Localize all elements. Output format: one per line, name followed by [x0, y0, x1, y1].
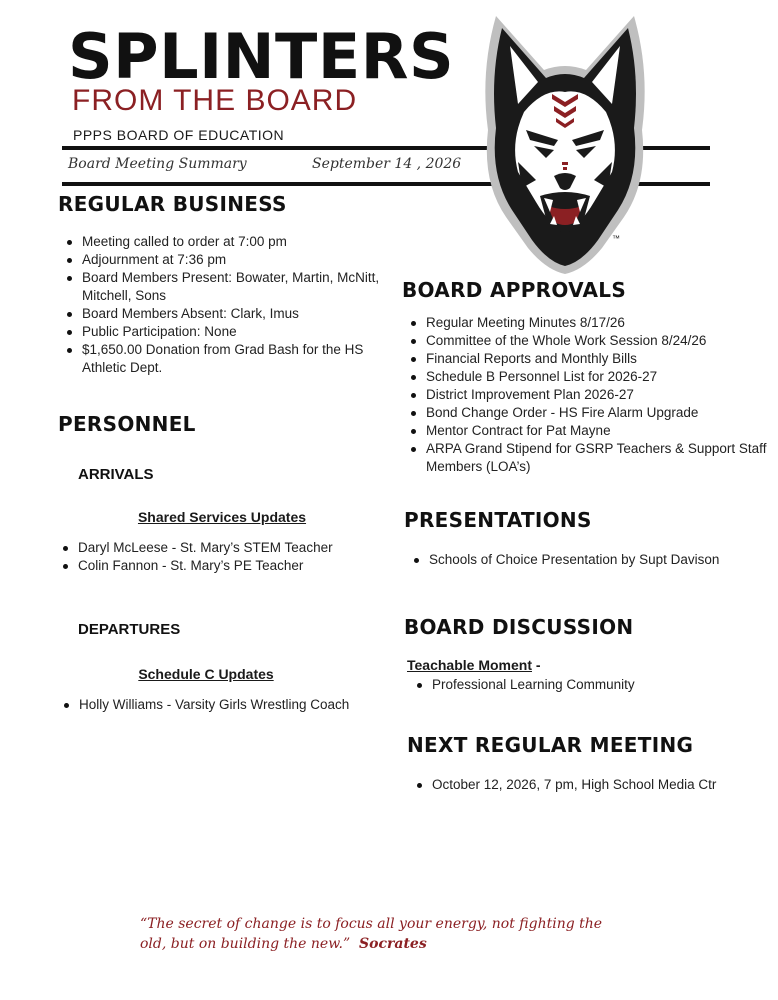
schedule-c-subheading: Schedule C Updates: [138, 666, 274, 682]
teachable-moment-label: [407, 657, 541, 673]
list-item: Financial Reports and Monthly Bills: [426, 350, 778, 368]
list-item: Schedule B Personnel List for 2026-27: [426, 368, 778, 386]
next-meeting-list: [410, 776, 772, 794]
list-item: Professional Learning Community: [432, 676, 772, 694]
departures-list: [57, 696, 419, 714]
regular-business-list: [60, 233, 400, 377]
organization-name: PPPS BOARD OF EDUCATION: [73, 127, 285, 143]
arrivals-list: [56, 539, 408, 575]
newsletter-subtitle: FROM THE BOARD: [72, 84, 358, 117]
list-item: Daryl McLeese - St. Mary’s STEM Teacher: [78, 539, 408, 557]
teachable-moment-dash: -: [532, 657, 541, 673]
list-item: Holly Williams - Varsity Girls Wrestling Coach: [79, 696, 419, 714]
next-meeting-heading: NEXT REGULAR MEETING: [407, 733, 694, 757]
list-item: October 12, 2026, 7 pm, High School Media Ctr: [432, 776, 772, 794]
arrivals-heading: ARRIVALS: [78, 466, 154, 483]
board-approvals-list: [404, 314, 778, 476]
list-item: Bond Change Order - HS Fire Alarm Upgrade: [426, 404, 778, 422]
quote-text: “The secret of change is to focus all your energy, not fighting the old, but on building the new.”: [140, 916, 603, 952]
list-item: Colin Fannon - St. Mary’s PE Teacher: [78, 557, 408, 575]
list-item: Schools of Choice Presentation by Supt Davison: [429, 551, 778, 569]
trademark-symbol: ™: [612, 234, 620, 243]
list-item: Board Members Absent: Clark, Imus: [82, 305, 400, 323]
list-item: Board Members Present: Bowater, Martin, McNitt, Mitchell, Sons: [82, 269, 400, 305]
list-item: $1,650.00 Donation from Grad Bash for the HS Athletic Dept.: [82, 341, 400, 377]
board-discussion-list: [410, 676, 772, 694]
board-discussion-heading: BOARD DISCUSSION: [404, 615, 634, 639]
teachable-moment-title: Teachable Moment: [407, 657, 532, 673]
departures-heading: DEPARTURES: [78, 621, 181, 638]
presentations-list: [407, 551, 778, 569]
board-approvals-heading: BOARD APPROVALS: [402, 278, 627, 302]
footer-quote: [140, 914, 620, 954]
meeting-summary-label: Board Meeting Summary: [68, 156, 247, 172]
list-item: Mentor Contract for Pat Mayne: [426, 422, 778, 440]
newsletter-title: SPLINTERS: [68, 20, 455, 93]
presentations-heading: PRESENTATIONS: [404, 508, 592, 532]
regular-business-heading: REGULAR BUSINESS: [58, 192, 287, 216]
shared-services-subheading: Shared Services Updates: [137, 509, 307, 525]
list-item: Regular Meeting Minutes 8/17/26: [426, 314, 778, 332]
wolf-mascot-icon: [474, 12, 656, 274]
meeting-date: September 14 , 2026: [312, 156, 462, 172]
list-item: Public Participation: None: [82, 323, 400, 341]
quote-author: Socrates: [359, 936, 427, 952]
list-item: District Improvement Plan 2026-27: [426, 386, 778, 404]
list-item: Meeting called to order at 7:00 pm: [82, 233, 400, 251]
list-item: Adjournment at 7:36 pm: [82, 251, 400, 269]
list-item: ARPA Grand Stipend for GSRP Teachers & Support Staff Members (LOA’s): [426, 440, 778, 476]
personnel-heading: PERSONNEL: [58, 412, 196, 436]
list-item: Committee of the Whole Work Session 8/24/26: [426, 332, 778, 350]
